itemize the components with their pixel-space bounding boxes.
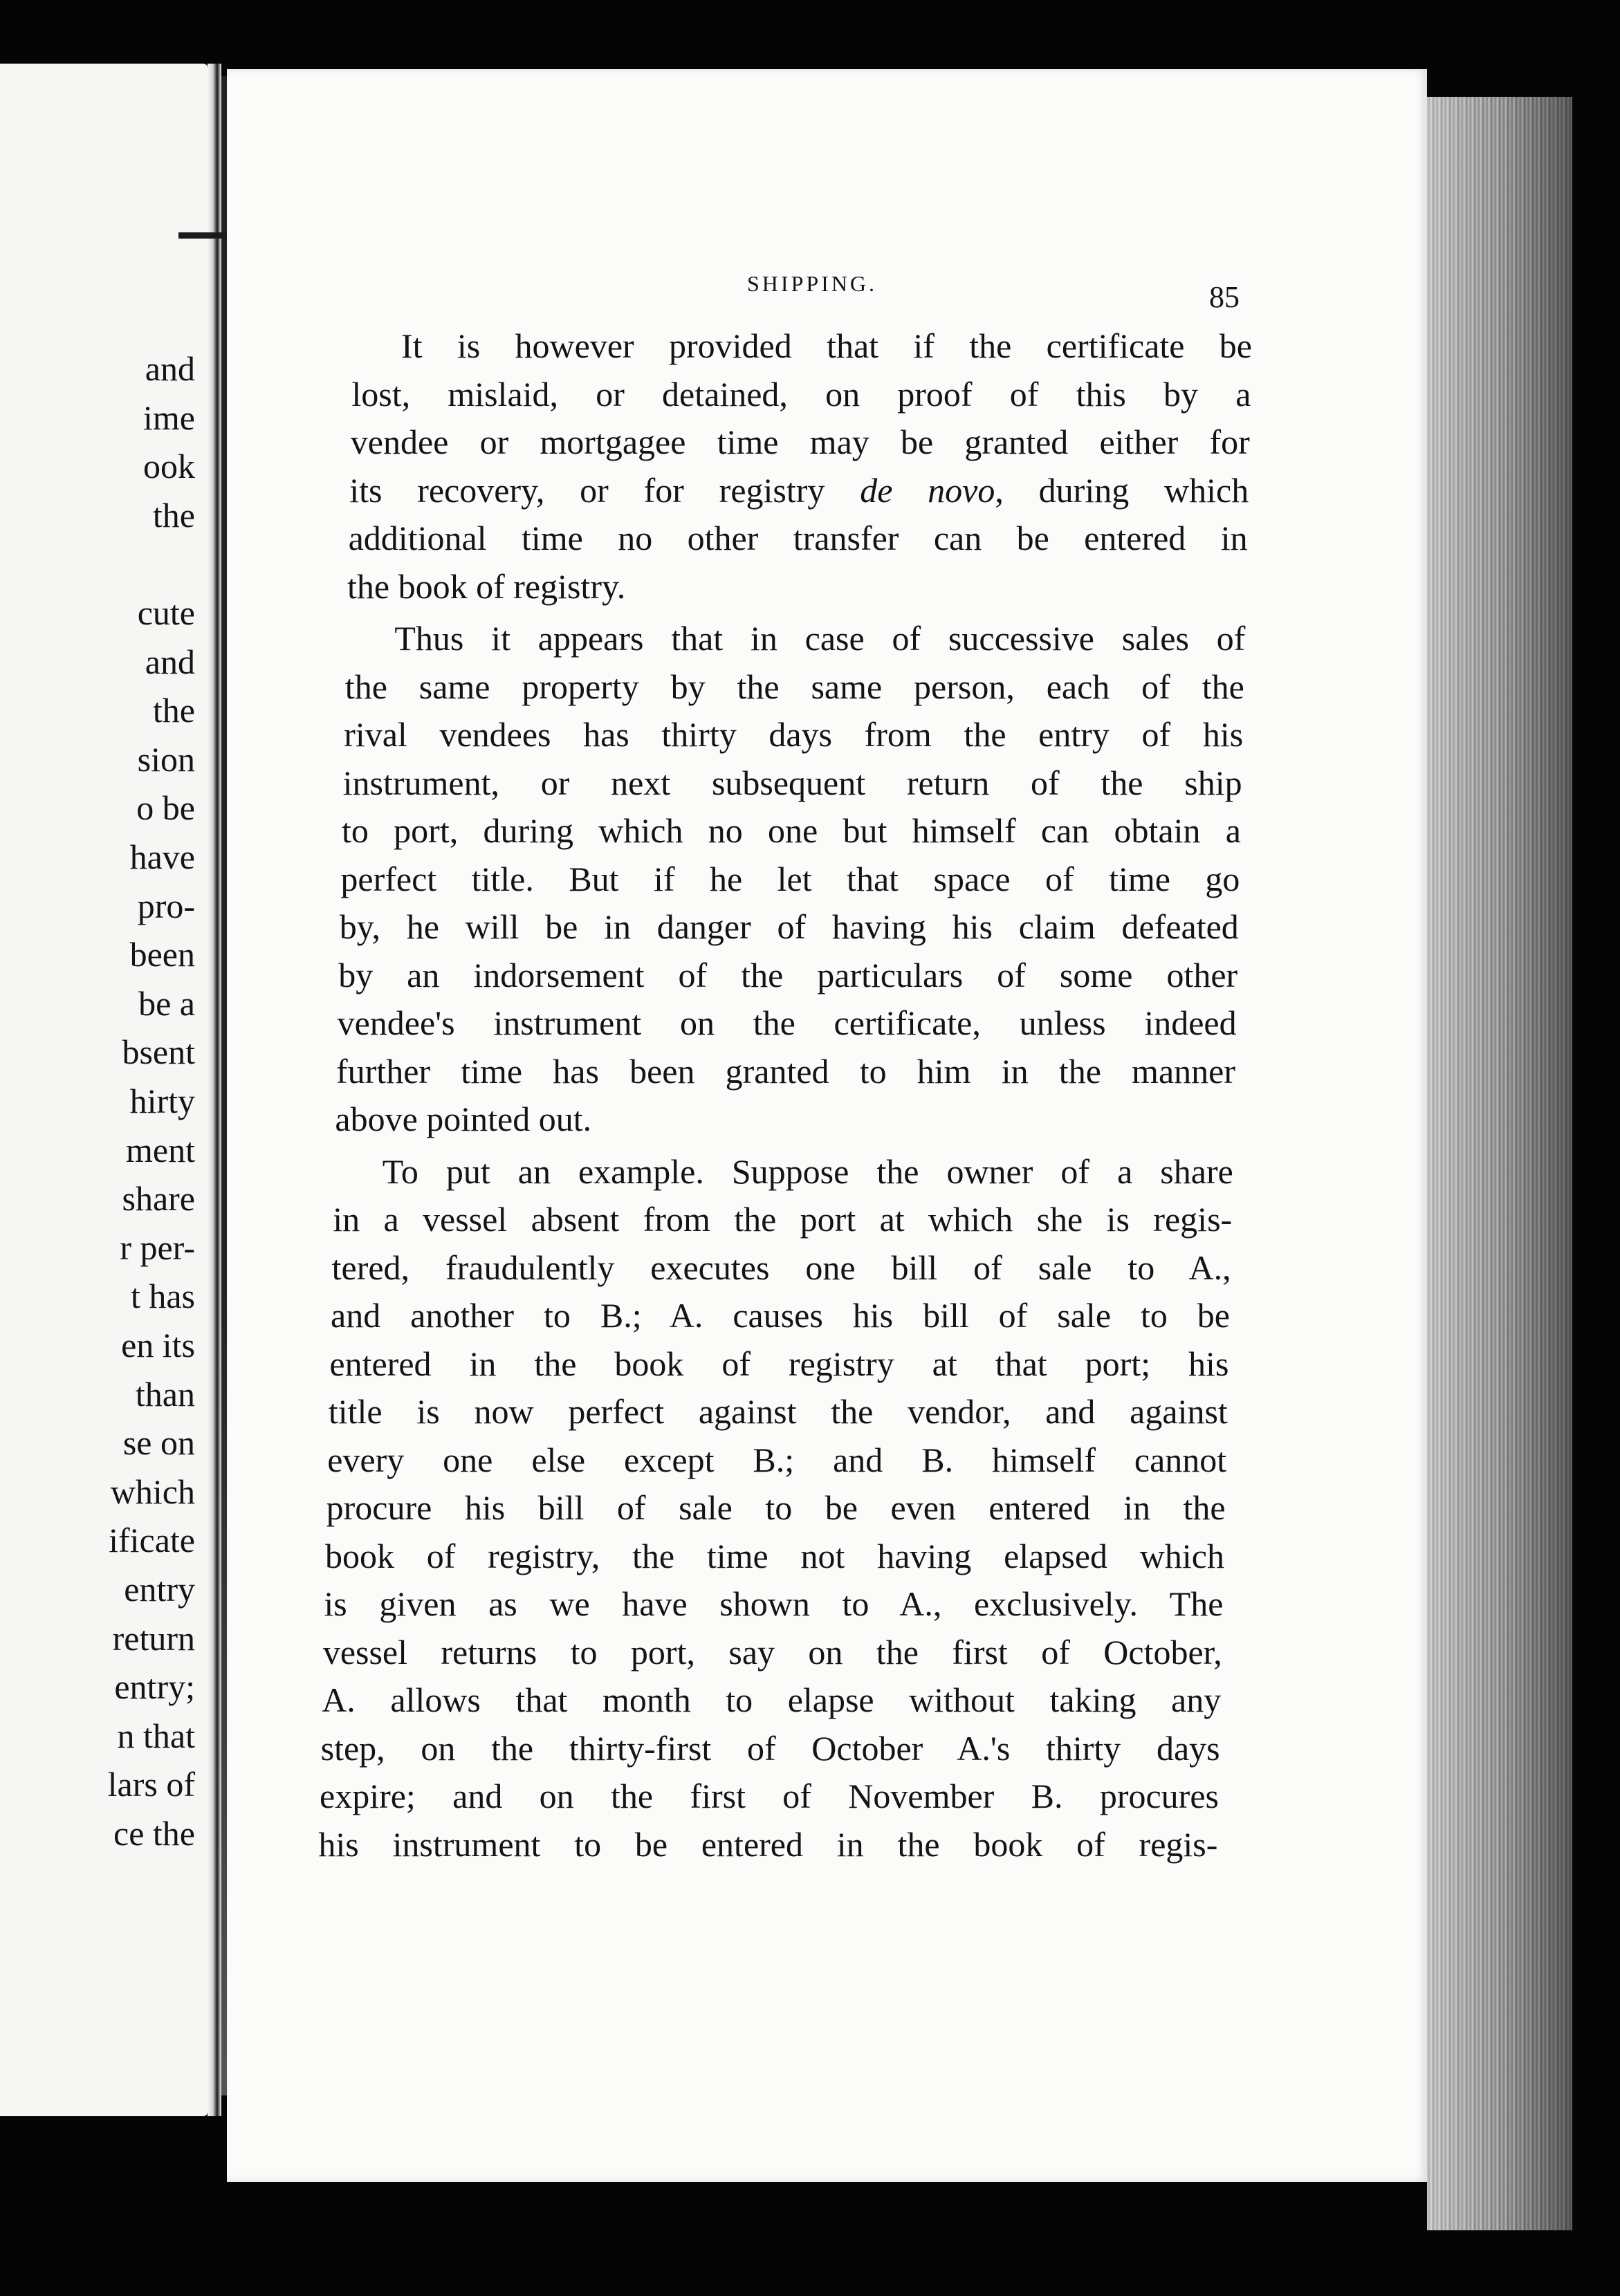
- left-page-line: t has: [130, 1277, 195, 1316]
- text-line: above pointed out.: [335, 1100, 592, 1138]
- text-line: the same property by the same person, each of the: [344, 667, 1244, 706]
- left-page-line: en its: [121, 1326, 195, 1364]
- left-page-line: and: [145, 642, 195, 681]
- left-page-line: return: [112, 1618, 195, 1658]
- left-page-line: have: [129, 837, 195, 876]
- text-line: title is now perfect against the vendor, and against: [328, 1392, 1228, 1431]
- text-line: further time has been granted to him in the manner: [336, 1051, 1235, 1091]
- italic-phrase: de novo: [860, 470, 995, 510]
- left-page-line: entry: [124, 1570, 195, 1609]
- text-line: the book of registry.: [347, 566, 626, 606]
- left-page-line: ime: [143, 398, 195, 437]
- text-line: additional time no other transfer can be entered in: [348, 519, 1248, 557]
- left-page-line: hirty: [129, 1082, 195, 1120]
- book-gutter: [208, 64, 221, 2116]
- text-line: vendee or mortgagee time may be granted either for: [350, 423, 1250, 461]
- text-line: vessel returns to port, say on the first of October,: [322, 1632, 1222, 1672]
- left-page-line: which: [110, 1472, 195, 1511]
- left-page-line: ce the: [113, 1814, 195, 1853]
- left-page-line: share: [122, 1179, 195, 1219]
- running-head: SHIPPING.: [747, 271, 878, 296]
- left-page-line: the: [152, 495, 195, 535]
- text-line: its recovery, or for registry de novo, during which: [349, 470, 1249, 510]
- text-line: his instrument to be entered in the book of regis-: [318, 1824, 1218, 1864]
- left-page-line: cute: [137, 593, 195, 632]
- left-page: [0, 64, 208, 2116]
- text-line: instrument, or next subsequent return of the ship: [342, 763, 1242, 802]
- left-page-line: sion: [137, 739, 195, 779]
- left-page-line: lars of: [107, 1765, 195, 1804]
- text-line: and another to B.; A. causes his bill of sale to be: [331, 1296, 1230, 1335]
- left-page-line: n that: [117, 1716, 195, 1755]
- text-line: Thus it appears that in case of successive sales of: [394, 619, 1246, 658]
- text-line: perfect title. But if he let that space of time go: [340, 859, 1240, 898]
- text-line: rival vendees has thirty days from the entry of his: [344, 715, 1244, 754]
- left-page-line: than: [135, 1374, 195, 1414]
- text-line: by, he will be in danger of having his claim defeated: [339, 907, 1239, 946]
- text-line: lost, mislaid, or detained, on proof of this by a: [351, 374, 1251, 414]
- left-page-line: se on: [122, 1423, 195, 1463]
- text-line: vendee's instrument on the certificate, unless indeed: [337, 1003, 1237, 1042]
- text-line: tered, fraudulently executes one bill of sale to A.,: [331, 1248, 1231, 1287]
- text-line: is given as we have shown to A., exclusively. The: [324, 1584, 1224, 1623]
- left-page-line: ificate: [109, 1521, 195, 1560]
- text-line: book of registry, the time not having elapsed which: [325, 1536, 1224, 1575]
- text-line: every one else except B.; and B. himself cannot: [327, 1440, 1227, 1479]
- left-page-line: entry;: [114, 1667, 195, 1707]
- text-line: step, on the thirty-first of October A.'s thirty days: [320, 1728, 1220, 1768]
- left-page-line: bsent: [122, 1033, 195, 1072]
- text-line: in a vessel absent from the port at which she is regis-: [333, 1200, 1233, 1239]
- left-page-line: be a: [138, 983, 195, 1023]
- text-line: expire; and on the first of November B. procures: [320, 1777, 1219, 1815]
- gutter-shadow-line: [221, 76, 227, 2095]
- left-page-line: and: [145, 349, 195, 388]
- left-page-line: pro-: [137, 886, 195, 925]
- page-number: 85: [1209, 280, 1240, 314]
- left-page-line: ook: [143, 447, 195, 486]
- text-line: entered in the book of registry at that port; his: [329, 1344, 1229, 1383]
- page-edges-shade: [1427, 97, 1572, 2230]
- left-page-line: been: [129, 935, 195, 974]
- text-line: A. allows that month to elapse without taking any: [322, 1681, 1222, 1719]
- text-line: procure his bill of sale to be even entered in the: [326, 1488, 1226, 1527]
- left-page-line: o be: [136, 788, 195, 828]
- text-line: It is however provided that if the certificate be: [401, 326, 1252, 365]
- text-line: to port, during which no one but himself can obtain a: [342, 811, 1241, 850]
- left-page-line: ment: [126, 1130, 195, 1169]
- left-page-line: r per-: [120, 1228, 195, 1267]
- text-line: by an indorsement of the particulars of some other: [338, 955, 1238, 994]
- text-line: To put an example. Suppose the owner of a share: [382, 1151, 1233, 1191]
- left-page-line: the: [152, 691, 195, 730]
